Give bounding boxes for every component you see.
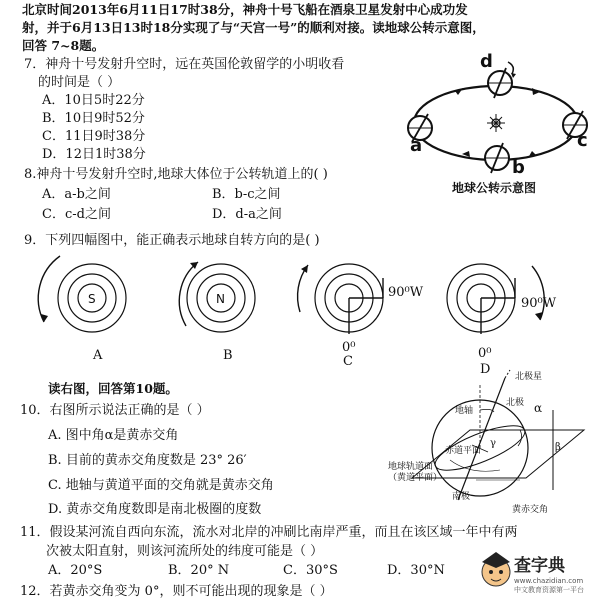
q11-stem-1: 11．假设某河流自西向东流，流水对北岸的冲刷比南岸严重，而且在该区域一年中有两	[20, 525, 518, 540]
tilt-label-south: 南极	[452, 492, 471, 502]
q10-option-c: C. 地轴与黄道平面的交角就是黄赤交角	[48, 478, 274, 493]
orbit-label-b: b	[512, 157, 525, 178]
q8-option-d: D．d-a之间	[212, 207, 282, 222]
q9-d-label: D	[480, 362, 491, 377]
tilt-label-ecliptic-plane: （黄道平面）	[388, 473, 443, 483]
q9-c-lat: 0⁰	[342, 340, 356, 355]
intro-line-1: 北京时间2013年6月11日17时38分，神舟十号飞船在酒泉卫星发射中心成功发	[22, 2, 468, 17]
tilt-label-equator-plane: 赤道平面	[445, 446, 482, 456]
q11-option-a: A．20°S	[48, 563, 103, 578]
orbit-label-c: c	[577, 130, 588, 151]
q10-option-b: B. 目前的黄赤交角度数是 23° 26′	[48, 453, 247, 468]
watermark-url: www.chazidian.com	[514, 577, 584, 585]
q9-d-lat: 0⁰	[478, 346, 492, 361]
tilt-label-gamma: γ	[490, 438, 496, 449]
q11-stem-2: 次被太阳直射，则该河流所处的纬度可能是（ ）	[46, 544, 324, 559]
q11-option-c: C．30°S	[283, 563, 338, 578]
q11-option-d: D．30°N	[387, 563, 445, 578]
tilt-label-orbit-plane: 地球轨道面	[388, 462, 434, 472]
q10-option-a: A. 图中角α是黄赤交角	[48, 428, 179, 443]
q8-option-c: C．c-d之间	[42, 207, 111, 222]
intro-line-3: 回答 7~8题。	[22, 38, 105, 53]
q8-stem: 8.神舟十号发射升空时,地球大体位于公转轨道上的( )	[24, 167, 328, 182]
q7-option-b: B．10日9时52分	[42, 111, 145, 126]
q9-a-pole: S	[88, 292, 96, 306]
orbit-label-a: a	[410, 135, 423, 156]
q9-c-lon: 90⁰W	[388, 285, 424, 300]
orbit-caption: 地球公转示意图	[452, 181, 537, 195]
q9-d-lon: 90⁰W	[521, 296, 557, 311]
q8-option-b: B．b-c之间	[212, 187, 281, 202]
q7-option-c: C．11日9时38分	[42, 129, 146, 144]
tilt-label-north: 北极	[506, 398, 525, 408]
q9-a-label: A	[93, 348, 103, 363]
q10-stem: 10．右图所示说法正确的是（ ）	[20, 403, 210, 418]
q9-c-label: C	[343, 354, 353, 369]
tilt-label-alpha: α	[534, 401, 543, 415]
tilt-label-obliquity: 黄赤交角	[512, 505, 549, 515]
q10-option-d: D. 黄赤交角度数即是南北极圈的度数	[48, 502, 262, 517]
q7-option-d: D．12日1时38分	[42, 147, 146, 162]
tilt-label-axis: 地轴	[455, 406, 474, 416]
read-figure-instruction: 读右图，回答第10题。	[48, 381, 178, 396]
q8-option-a: A．a-b之间	[42, 187, 111, 202]
intro-line-2: 射，并于6月13日13时18分实现了与“天宫一号”的顺利对接。读地球公转示意图，	[22, 20, 485, 35]
q9-b-pole: N	[216, 292, 225, 306]
q9-stem: 9．下列四幅图中，能正确表示地球自转方向的是( )	[24, 233, 320, 248]
orbit-label-d: d	[480, 51, 493, 72]
q12-stem: 12．若黄赤交角变为 0°，则不可能出现的现象是（ ）	[20, 584, 333, 599]
q9-b-label: B	[223, 348, 233, 363]
q7-stem-2: 的时间是（ ）	[38, 75, 121, 90]
tilt-label-north-star: 北极星	[515, 372, 543, 382]
watermark-name: 查字典	[514, 556, 565, 576]
tilt-label-beta: β	[555, 442, 561, 453]
q11-option-b: B．20° N	[168, 563, 230, 578]
q7-stem-1: 7．神舟十号发射升空时，远在英国伦敦留学的小明收看	[24, 57, 345, 72]
watermark-slogan: 中文教育资源第一平台	[514, 586, 584, 594]
q7-option-a: A．10日5时22分	[42, 93, 145, 108]
